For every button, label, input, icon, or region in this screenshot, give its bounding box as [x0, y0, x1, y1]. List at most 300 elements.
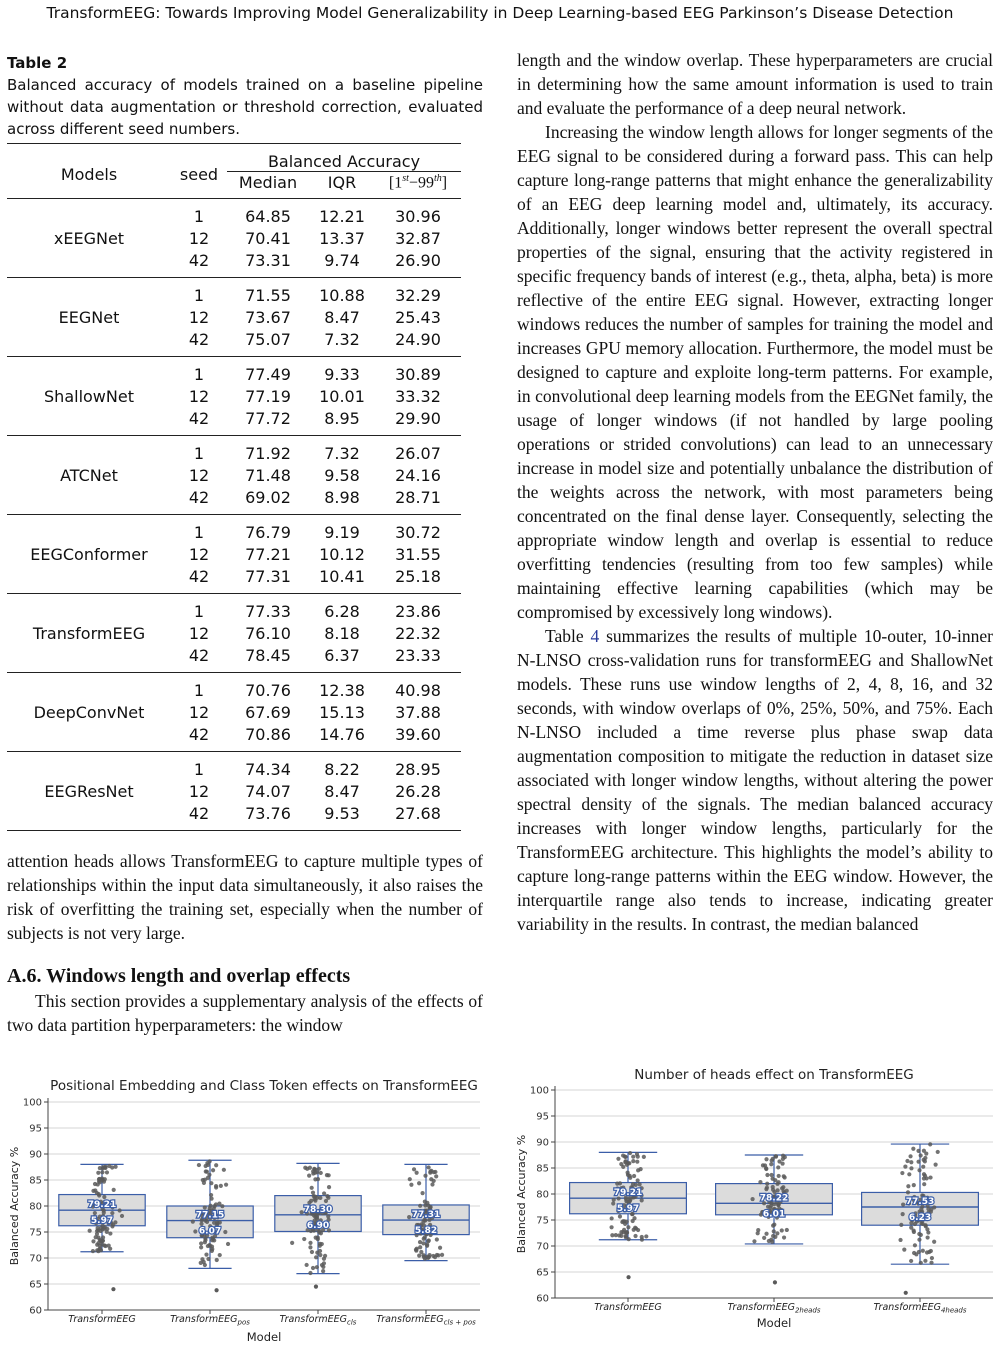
- data-point: [631, 1159, 635, 1163]
- model-name: EEGNet: [58, 307, 120, 327]
- data-point: [321, 1265, 325, 1269]
- data-point: [314, 1255, 318, 1259]
- data-point: [609, 1225, 613, 1229]
- y-axis-label: Balanced Accuracy %: [515, 1134, 528, 1254]
- data-point: [415, 1247, 419, 1251]
- seed-cell: 12: [188, 307, 210, 327]
- data-point: [765, 1173, 769, 1177]
- seed-cell: 42: [188, 487, 210, 507]
- seed-cell: 12: [188, 386, 210, 406]
- table-row: [7, 515, 461, 544]
- data-point: [318, 1249, 322, 1253]
- range-cell: 29.90: [395, 408, 441, 428]
- data-point: [97, 1192, 101, 1196]
- data-point: [929, 1261, 933, 1265]
- data-point: [305, 1263, 309, 1267]
- data-point: [423, 1200, 427, 1204]
- median-cell: 76.10: [245, 623, 291, 643]
- iqr-label: 6.01: [762, 1209, 786, 1220]
- data-point: [909, 1259, 913, 1263]
- data-point: [313, 1171, 317, 1175]
- data-point: [310, 1250, 314, 1254]
- data-point: [102, 1243, 106, 1247]
- data-point: [782, 1174, 786, 1178]
- col-seed: seed: [179, 164, 219, 184]
- data-point: [199, 1241, 203, 1245]
- data-point: [323, 1254, 327, 1258]
- right-paragraph-1: Increasing the window length allows for longer segments of the EEG signal to be considered during a forward pass. This can help capture long-range patterns that might enhance the generalizability of an EEG deep learning model and, ultimately, its accuracy. Additionally, longer windows better represent the overall spectral properties of the signal, ensuring that the activity registered in specific frequency bands of interest (e.g., theta, alpha, beta) is more reflective of the entire EEG signal. However, extracting longer windows reduces the number of samples for training the model and increases GPU memory allocation. Furthermore, the model must be designed to capture and exploite long-term patterns. For example, in convolutional deep learning models from the EEGNet family, the usage of longer windows (if not handled by large pooling operations or strided convolutions) can lead to an unnecessary increase in model size and potentially unbalance the distribution of the weights across the network, with most parameters being concentrated on the final dense layer. Consequently, selecting the appropriate window length and overlap is essential to reduce overfitting tendencies (resulting from too few samples) while maintaining effective learning capabilities (which may be compromised by excessively long windows).: [517, 122, 993, 622]
- data-point: [432, 1170, 436, 1174]
- range-cell: 28.71: [395, 487, 441, 507]
- model-name: ShallowNet: [44, 386, 134, 406]
- data-point: [191, 1220, 195, 1224]
- data-point: [202, 1181, 206, 1185]
- data-point: [922, 1176, 926, 1180]
- model-name: EEGResNet: [44, 781, 134, 801]
- data-point: [785, 1189, 789, 1193]
- seed-cell: 42: [188, 329, 210, 349]
- data-point: [326, 1214, 330, 1218]
- model-name: EEGConformer: [30, 544, 148, 564]
- data-point: [610, 1216, 614, 1220]
- iqr-cell: 10.01: [319, 386, 365, 406]
- data-point: [430, 1182, 434, 1186]
- data-point: [440, 1253, 444, 1257]
- data-point: [315, 1265, 319, 1269]
- seed-cell: 42: [188, 645, 210, 665]
- data-point: [924, 1224, 928, 1228]
- data-point: [204, 1253, 208, 1257]
- iqr-cell: 6.28: [324, 601, 360, 621]
- data-point: [634, 1183, 638, 1187]
- data-point: [616, 1157, 620, 1161]
- data-point: [417, 1181, 421, 1185]
- model-name: DeepConvNet: [33, 702, 145, 722]
- data-point: [781, 1157, 785, 1161]
- y-tick-label: 70: [536, 1241, 549, 1253]
- iqr-cell: 10.41: [319, 566, 365, 586]
- data-point: [417, 1254, 421, 1258]
- data-point: [200, 1257, 204, 1261]
- y-tick-label: 100: [529, 1085, 549, 1097]
- median-label: 79.21: [87, 1200, 117, 1211]
- median-label: 78.30: [303, 1204, 333, 1215]
- data-point: [96, 1171, 100, 1175]
- iqr-cell: 9.74: [324, 250, 360, 270]
- data-point: [912, 1251, 916, 1255]
- data-point: [772, 1229, 776, 1233]
- chart-number-of-heads: [505, 1058, 1000, 1346]
- seed-cell: 1: [193, 364, 205, 384]
- median-cell: 77.19: [245, 386, 291, 406]
- data-point: [415, 1171, 419, 1175]
- median-cell: 77.31: [245, 566, 291, 586]
- y-tick-label: 80: [536, 1189, 549, 1201]
- data-point: [208, 1204, 212, 1208]
- data-point: [902, 1248, 906, 1252]
- y-tick-label: 95: [536, 1111, 549, 1123]
- median-label: 77.53: [905, 1197, 935, 1207]
- median-label: 77.15: [195, 1210, 225, 1221]
- data-point: [909, 1160, 913, 1164]
- data-point: [93, 1211, 97, 1215]
- data-point: [928, 1142, 932, 1146]
- data-point: [909, 1226, 913, 1230]
- median-cell: 73.31: [245, 250, 291, 270]
- data-point: [219, 1184, 223, 1188]
- range-cell: 25.43: [395, 307, 441, 327]
- left-paragraph-2: This section provides a supplementary analysis of the effects of two data partition hyperparameters: the window: [7, 991, 483, 1035]
- data-point: [635, 1160, 639, 1164]
- data-point: [623, 1160, 627, 1164]
- data-point: [765, 1186, 769, 1190]
- data-point: [308, 1166, 312, 1170]
- seed-cell: 12: [188, 544, 210, 564]
- data-point: [903, 1165, 907, 1169]
- iqr-cell: 7.32: [324, 329, 360, 349]
- data-point: [926, 1230, 930, 1234]
- data-point: [775, 1182, 779, 1186]
- seed-cell: 42: [188, 250, 210, 270]
- iqr-cell: 8.22: [324, 759, 360, 779]
- y-tick-label: 85: [29, 1175, 42, 1187]
- outlier-point: [626, 1275, 630, 1279]
- data-point: [209, 1181, 213, 1185]
- median-cell: 77.21: [245, 544, 291, 564]
- median-cell: 71.48: [245, 465, 291, 485]
- table-row: [7, 673, 461, 702]
- data-point: [764, 1157, 768, 1161]
- data-point: [105, 1170, 109, 1174]
- range-cell: 31.55: [395, 544, 441, 564]
- range-cell: 24.90: [395, 329, 441, 349]
- col-range: [1st−99th]: [388, 173, 448, 192]
- data-point: [108, 1247, 112, 1251]
- range-cell: 28.95: [395, 759, 441, 779]
- data-point: [199, 1261, 203, 1265]
- seed-cell: 1: [193, 285, 205, 305]
- iqr-cell: 9.33: [324, 364, 360, 384]
- data-point: [905, 1159, 909, 1163]
- iqr-cell: 8.47: [324, 781, 360, 801]
- data-point: [776, 1165, 780, 1169]
- range-cell: 39.60: [395, 724, 441, 744]
- data-point: [112, 1188, 116, 1192]
- data-point: [222, 1168, 226, 1172]
- data-point: [94, 1235, 98, 1239]
- seed-cell: 42: [188, 724, 210, 744]
- data-point: [770, 1158, 774, 1162]
- data-point: [911, 1147, 915, 1151]
- data-point: [427, 1165, 431, 1169]
- seed-cell: 12: [188, 228, 210, 248]
- data-point: [420, 1191, 424, 1195]
- data-point: [308, 1245, 312, 1249]
- data-point: [777, 1174, 781, 1178]
- data-point: [223, 1230, 227, 1234]
- data-point: [624, 1231, 628, 1235]
- iqr-cell: 8.95: [324, 408, 360, 428]
- data-point: [426, 1239, 430, 1243]
- median-cell: 76.79: [245, 522, 291, 542]
- iqr-cell: 9.58: [324, 465, 360, 485]
- data-point: [307, 1174, 311, 1178]
- data-point: [197, 1163, 201, 1167]
- data-point: [308, 1241, 312, 1245]
- seed-cell: 12: [188, 623, 210, 643]
- data-point: [224, 1183, 228, 1187]
- right-text: [517, 48, 993, 936]
- data-point: [407, 1215, 411, 1219]
- data-point: [206, 1257, 210, 1261]
- range-cell: 30.72: [395, 522, 441, 542]
- median-cell: 77.33: [245, 601, 291, 621]
- data-point: [108, 1231, 112, 1235]
- data-point: [922, 1149, 926, 1153]
- data-point: [901, 1212, 905, 1216]
- iqr-cell: 8.98: [324, 487, 360, 507]
- data-point: [764, 1232, 768, 1236]
- data-point: [312, 1197, 316, 1201]
- data-point: [209, 1193, 213, 1197]
- data-point: [316, 1177, 320, 1181]
- data-point: [906, 1184, 910, 1188]
- range-cell: 26.90: [395, 250, 441, 270]
- data-point: [909, 1166, 913, 1170]
- range-cell: 25.18: [395, 566, 441, 586]
- median-label: 79.21: [613, 1188, 643, 1199]
- median-cell: 78.45: [245, 645, 291, 665]
- data-point: [934, 1163, 938, 1167]
- seed-cell: 1: [193, 680, 205, 700]
- table-ref-link[interactable]: 4: [590, 626, 600, 646]
- seed-cell: 1: [193, 443, 205, 463]
- data-point: [631, 1155, 635, 1159]
- data-point: [214, 1184, 218, 1188]
- iqr-cell: 8.18: [324, 623, 360, 643]
- data-point: [226, 1242, 230, 1246]
- data-point: [624, 1235, 628, 1239]
- iqr-label: 5.82: [414, 1226, 438, 1237]
- data-point: [317, 1167, 321, 1171]
- outlier-point: [111, 1287, 115, 1291]
- x-tick-label: TransformEEG: [68, 1314, 136, 1325]
- iqr-cell: 10.88: [319, 285, 365, 305]
- data-point: [780, 1228, 784, 1232]
- median-cell: 77.72: [245, 408, 291, 428]
- data-point: [913, 1243, 917, 1247]
- data-point: [308, 1271, 312, 1275]
- seed-cell: 42: [188, 408, 210, 428]
- data-point: [409, 1183, 413, 1187]
- model-name: TransformEEG: [32, 623, 146, 643]
- data-point: [95, 1243, 99, 1247]
- data-point: [923, 1156, 927, 1160]
- data-point: [765, 1182, 769, 1186]
- data-point: [203, 1263, 207, 1267]
- range-cell: 23.86: [395, 601, 441, 621]
- data-point: [921, 1249, 925, 1253]
- data-point: [636, 1168, 640, 1172]
- seed-cell: 1: [193, 759, 205, 779]
- data-point: [930, 1256, 934, 1260]
- median-cell: 74.07: [245, 781, 291, 801]
- data-point: [636, 1178, 640, 1182]
- data-point: [438, 1246, 442, 1250]
- data-point: [102, 1195, 106, 1199]
- table-row: [7, 752, 461, 781]
- left-paragraph-1: attention heads allows TransformEEG to capture multiple types of relationships within the input data simultaneously, it also raises the risk of overfitting the training set, especially when the number of subjects is not very large.: [7, 851, 483, 943]
- col-iqr: IQR: [327, 173, 357, 193]
- data-point: [922, 1182, 926, 1186]
- data-point: [218, 1253, 222, 1257]
- data-point: [199, 1222, 203, 1226]
- data-point: [640, 1198, 644, 1202]
- data-point: [418, 1204, 422, 1208]
- range-cell: 23.33: [395, 645, 441, 665]
- data-point: [110, 1211, 114, 1215]
- seed-cell: 12: [188, 781, 210, 801]
- iqr-cell: 13.37: [319, 228, 365, 248]
- data-point: [208, 1159, 212, 1163]
- data-point: [776, 1203, 780, 1207]
- data-point: [612, 1198, 616, 1202]
- seed-cell: 1: [193, 601, 205, 621]
- table-caption: Balanced accuracy of models trained on a baseline pipeline without data augmentation or threshold correction, evaluated across different seed numbers.: [7, 76, 483, 138]
- data-point: [193, 1229, 197, 1233]
- model-name: ATCNet: [60, 465, 118, 485]
- chart-title: Number of heads effect on TransformEEG: [634, 1067, 914, 1083]
- data-point: [211, 1168, 215, 1172]
- seed-cell: 1: [193, 206, 205, 226]
- data-point: [217, 1201, 221, 1205]
- data-point: [105, 1230, 109, 1234]
- data-point: [771, 1177, 775, 1181]
- data-point: [632, 1174, 636, 1178]
- data-point: [907, 1172, 911, 1176]
- data-point: [916, 1149, 920, 1153]
- seed-cell: 12: [188, 702, 210, 722]
- data-point: [302, 1237, 306, 1241]
- data-point: [898, 1238, 902, 1242]
- data-point: [423, 1257, 427, 1261]
- iqr-cell: 15.13: [319, 702, 365, 722]
- data-point: [785, 1228, 789, 1232]
- data-point: [621, 1165, 625, 1169]
- data-point: [628, 1176, 632, 1180]
- data-point: [120, 1214, 124, 1218]
- x-tick-label: TransformEEG$_{cls + pos}$: [376, 1314, 476, 1327]
- data-point: [207, 1173, 211, 1177]
- data-point: [626, 1225, 630, 1229]
- data-point: [215, 1258, 219, 1262]
- data-point: [312, 1167, 316, 1171]
- outlier-point: [214, 1288, 218, 1292]
- outlier-point: [904, 1291, 908, 1295]
- data-point: [919, 1207, 923, 1211]
- data-point: [750, 1197, 754, 1201]
- data-point: [327, 1185, 331, 1189]
- data-point: [769, 1238, 773, 1242]
- table-row: [7, 436, 461, 465]
- data-point: [210, 1249, 214, 1253]
- table-block: [7, 54, 483, 140]
- x-tick-label: TransformEEG$_{pos}$: [170, 1314, 250, 1327]
- data-point: [435, 1237, 439, 1241]
- data-point: [422, 1237, 426, 1241]
- range-cell: 32.87: [395, 228, 441, 248]
- col-models: Models: [60, 164, 118, 184]
- data-point: [899, 1223, 903, 1227]
- data-point: [425, 1244, 429, 1248]
- data-point: [99, 1248, 103, 1252]
- outlier-point: [773, 1280, 777, 1284]
- x-tick-label: TransformEEG$_{4heads}$: [873, 1302, 967, 1315]
- median-cell: 70.41: [245, 228, 291, 248]
- range-cell: 30.96: [395, 206, 441, 226]
- y-tick-label: 80: [29, 1201, 42, 1213]
- iqr-label: 6.07: [198, 1226, 222, 1237]
- iqr-cell: 12.38: [319, 680, 365, 700]
- data-point: [773, 1235, 777, 1239]
- data-point: [752, 1239, 756, 1243]
- y-tick-label: 65: [536, 1267, 549, 1279]
- data-point: [314, 1236, 318, 1240]
- data-point: [925, 1250, 929, 1254]
- data-point: [928, 1175, 932, 1179]
- data-point: [615, 1182, 619, 1186]
- col-group-balanced-accuracy: Balanced Accuracy: [227, 144, 461, 172]
- data-point: [777, 1159, 781, 1163]
- median-cell: 73.67: [245, 307, 291, 327]
- median-label: 78.22: [759, 1193, 789, 1204]
- data-point: [100, 1170, 104, 1174]
- median-label: 77.31: [411, 1210, 441, 1221]
- range-cell: 32.29: [395, 285, 441, 305]
- data-point: [319, 1171, 323, 1175]
- median-cell: 69.02: [245, 487, 291, 507]
- data-point: [919, 1233, 923, 1237]
- range-cell: 22.32: [395, 623, 441, 643]
- data-point: [769, 1162, 773, 1166]
- data-point: [325, 1194, 329, 1198]
- x-tick-label: TransformEEG$_{cls}$: [279, 1314, 357, 1327]
- table-row: [7, 594, 461, 623]
- data-point: [317, 1230, 321, 1234]
- data-point: [906, 1190, 910, 1194]
- table-row: [7, 357, 461, 386]
- data-point: [932, 1240, 936, 1244]
- data-point: [926, 1235, 930, 1239]
- y-tick-label: 90: [536, 1137, 549, 1149]
- iqr-cell: 7.32: [324, 443, 360, 463]
- data-point: [769, 1173, 773, 1177]
- y-tick-label: 70: [29, 1253, 42, 1265]
- iqr-label: 5.97: [616, 1204, 640, 1215]
- col-median: Median: [238, 173, 298, 193]
- median-cell: 75.07: [245, 329, 291, 349]
- data-point: [427, 1255, 431, 1259]
- right-paragraph-2: Table 4 summarizes the results of multiple 10-outer, 10-inner N-LNSO cross-validation runs for transformEEG and ShallowNet models. These runs use window lengths of 2, 4, 8, 16, and 32 seconds, with window overlaps of 0%, 25%, 50%, and 75%. Each N-LNSO included a time reverse plus phase swap data augmentation composition to mitigate the reduction in dataset size associated with longer window lengths, without altering the power spectral density of the signals. The median balanced accuracy increases with longer window lengths, particularly for the TransformEEG architecture. This highlights the model’s ability to capture long-range patterns within the EEG window. However, the interquartile range also tends to increase, indicating greater variability in the results. In contrast, the median balanced: [517, 626, 993, 934]
- data-point: [208, 1244, 212, 1248]
- data-point: [917, 1168, 921, 1172]
- data-point: [923, 1259, 927, 1263]
- data-point: [916, 1160, 920, 1164]
- data-point: [771, 1188, 775, 1192]
- median-cell: 70.86: [245, 724, 291, 744]
- data-point: [912, 1230, 916, 1234]
- data-point: [640, 1238, 644, 1242]
